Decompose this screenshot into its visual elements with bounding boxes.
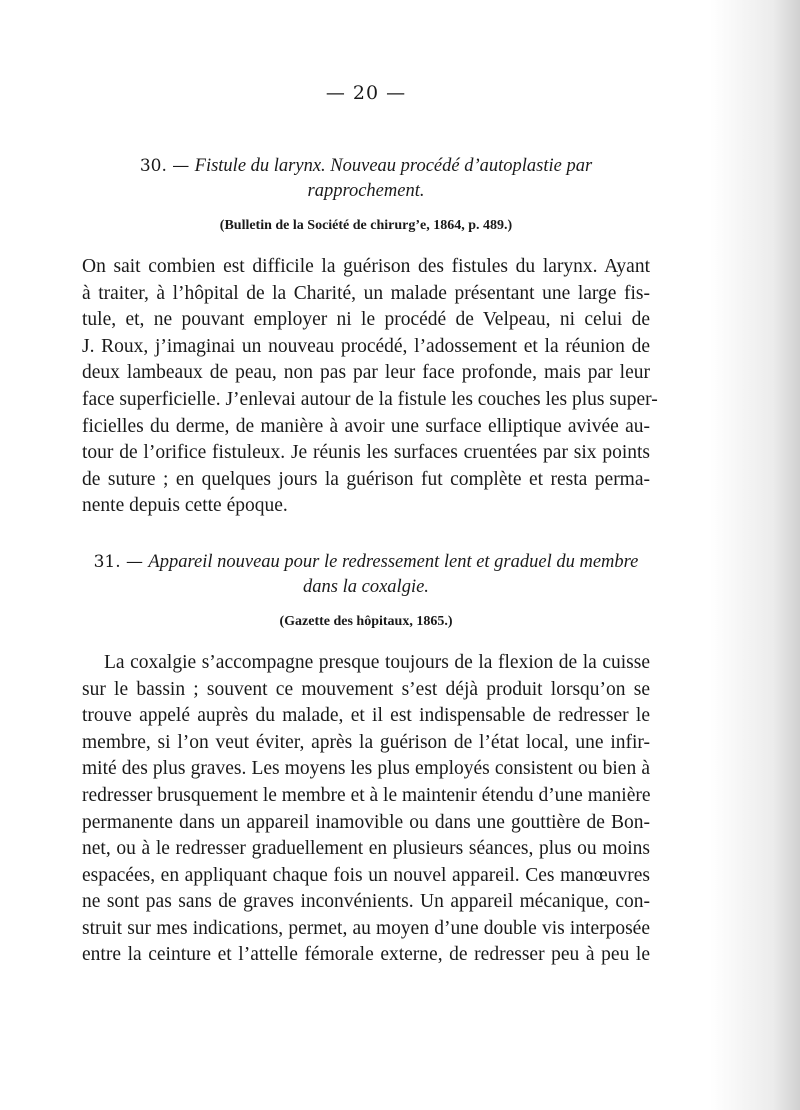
- section-30-number: 30. —: [139, 156, 195, 176]
- paragraph-line: trouve appelé auprès du malade, et il est indispensable de redresser le: [82, 705, 650, 727]
- paragraph-line: espacées, en appliquant chaque fois un nouvel appareil. Ces manœuvres: [82, 864, 650, 886]
- paragraph-line: tule, et, ne pouvant employer ni le procédé de Velpeau, ni celui de: [82, 309, 650, 331]
- section-31: [82, 550, 650, 969]
- section-31-heading: [82, 550, 650, 600]
- paragraph-line: tour de l’orifice fistuleux. Je réunis les surfaces cruentées par six points: [82, 442, 650, 464]
- section-31-title-line1: Appareil nouveau pour le redressement lent et graduel du membre: [148, 551, 639, 572]
- section-30-title-line1: Fistule du larynx. Nouveau procédé d’autoplastie par: [194, 156, 593, 176]
- paragraph-line: On sait combien est difficile la guérison des fistules du larynx. Ayant: [82, 256, 650, 277]
- paragraph-line: membre, si l’on veut éviter, après la guérison de l’état local, une infir-: [82, 731, 650, 753]
- section-30: [82, 154, 658, 520]
- section-31-paragraph: [82, 650, 650, 969]
- paragraph-line: La coxalgie s’accompagne presque toujours de la flexion de la cuisse: [104, 651, 650, 673]
- paragraph-line: J. Roux, j’imaginai un nouveau procédé, l’adossement et la réunion de: [82, 335, 650, 357]
- page-number: — 20 —: [325, 82, 407, 104]
- paragraph-line: ficielles du derme, de manière à avoir une surface elliptique avivée au-: [82, 415, 650, 437]
- section-30-heading: [82, 154, 650, 204]
- section-30-paragraph: [82, 254, 658, 520]
- paragraph-line: permanente dans un appareil inamovible ou dans une gouttière de Bon-: [82, 811, 650, 833]
- paragraph-line: mité des plus graves. Les moyens les plus employés consistent ou bien à: [82, 758, 650, 780]
- section-31-title-line2: dans la coxalgie.: [303, 576, 429, 597]
- section-30-source: (Bulletin de la Société de chirurg’e, 1864, p. 489.): [219, 218, 513, 233]
- page-content: [82, 82, 658, 969]
- section-31-number: 31. —: [93, 551, 149, 572]
- paragraph-line: deux lambeaux de peau, non pas par leur face profonde, mais par leur: [82, 362, 650, 384]
- paragraph-line: net, ou à le redresser graduellement en plusieurs séances, plus ou moins: [82, 838, 650, 860]
- paragraph-line: de suture ; en quelques jours la guérison fut complète et resta perma-: [82, 468, 650, 490]
- paragraph-line: à traiter, à l’hôpital de la Charité, un malade présentant une large fis-: [82, 282, 650, 304]
- section-31-source: (Gazette des hôpitaux, 1865.): [279, 613, 453, 629]
- paragraph-line: face superficielle. J’enlevai autour de la fistule les couches les plus super-: [82, 388, 658, 410]
- paragraph-line: sur le bassin ; souvent ce mouvement s’est déjà produit lorsqu’on se: [82, 678, 650, 700]
- paragraph-line: entre la ceinture et l’attelle fémorale externe, de redresser peu à peu le: [82, 944, 650, 966]
- paragraph-line: struit sur mes indications, permet, au moyen d’une double vis interposée: [82, 917, 650, 939]
- paragraph-line: redresser brusquement le membre et à le maintenir étendu d’une manière: [82, 784, 651, 806]
- page-edge-shadow: [710, 0, 800, 1110]
- section-30-title-line2: rapprochement.: [307, 181, 425, 201]
- paragraph-line: ne sont pas sans de graves inconvénients. Un appareil mécanique, con-: [82, 891, 650, 913]
- paragraph-line: nente depuis cette époque.: [82, 495, 288, 517]
